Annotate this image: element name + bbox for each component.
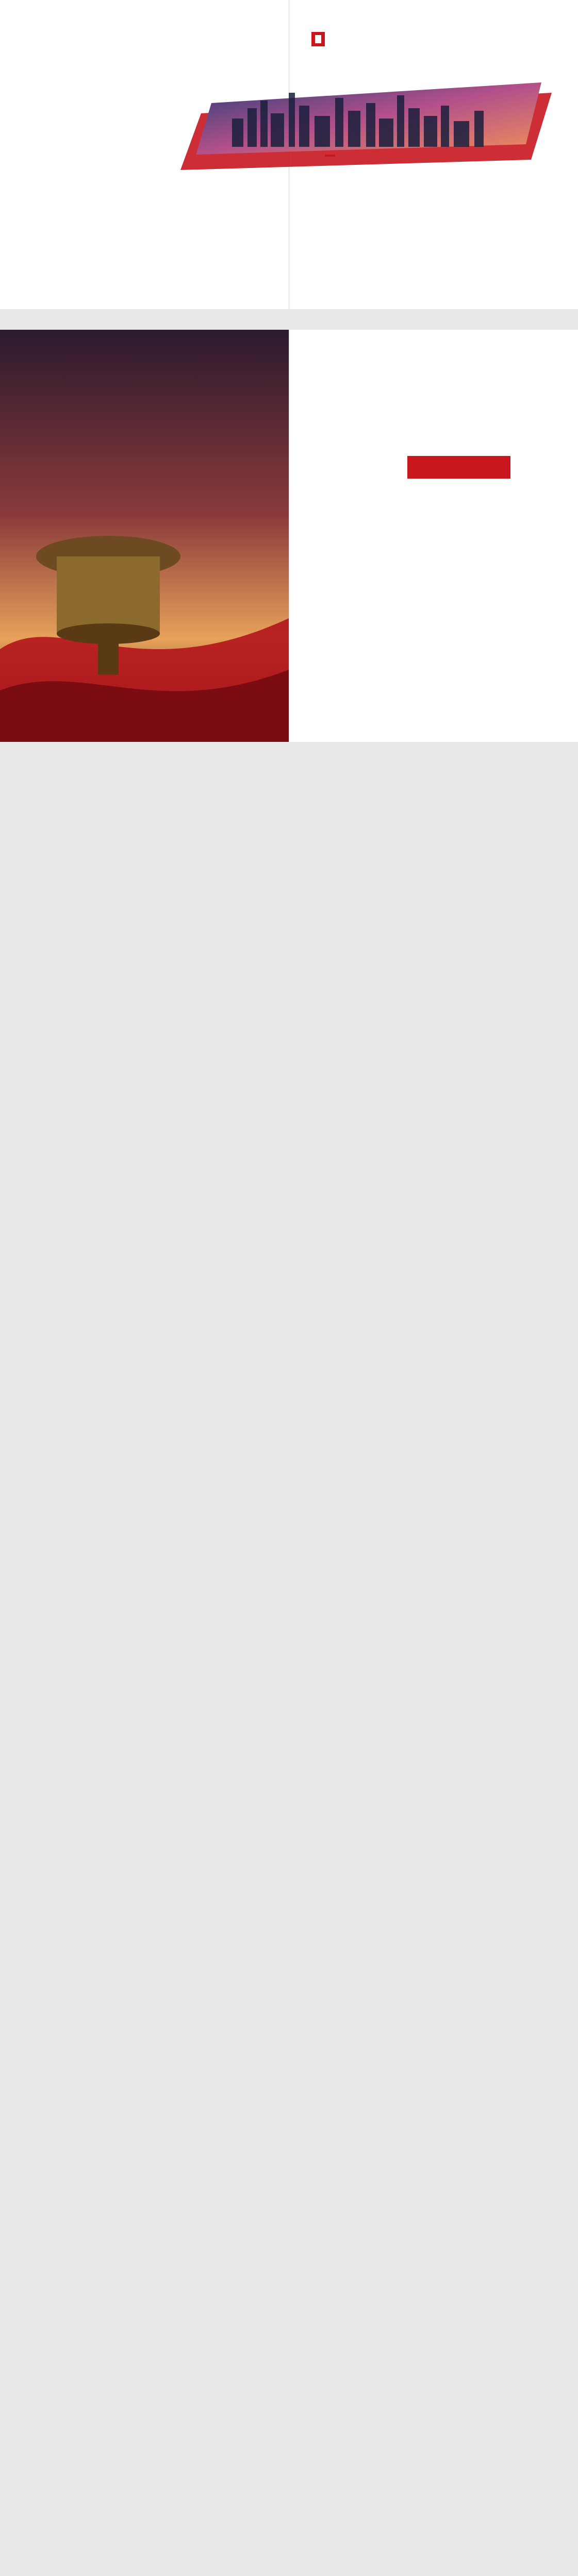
hero-image xyxy=(0,330,289,742)
logo-mark-icon xyxy=(311,32,325,46)
cover-subtitle xyxy=(325,155,335,157)
brand-logo xyxy=(311,32,329,46)
cover-spread xyxy=(0,0,578,309)
contents-spread xyxy=(0,330,578,742)
toc-heading xyxy=(407,456,510,479)
cover-banner xyxy=(170,82,562,170)
